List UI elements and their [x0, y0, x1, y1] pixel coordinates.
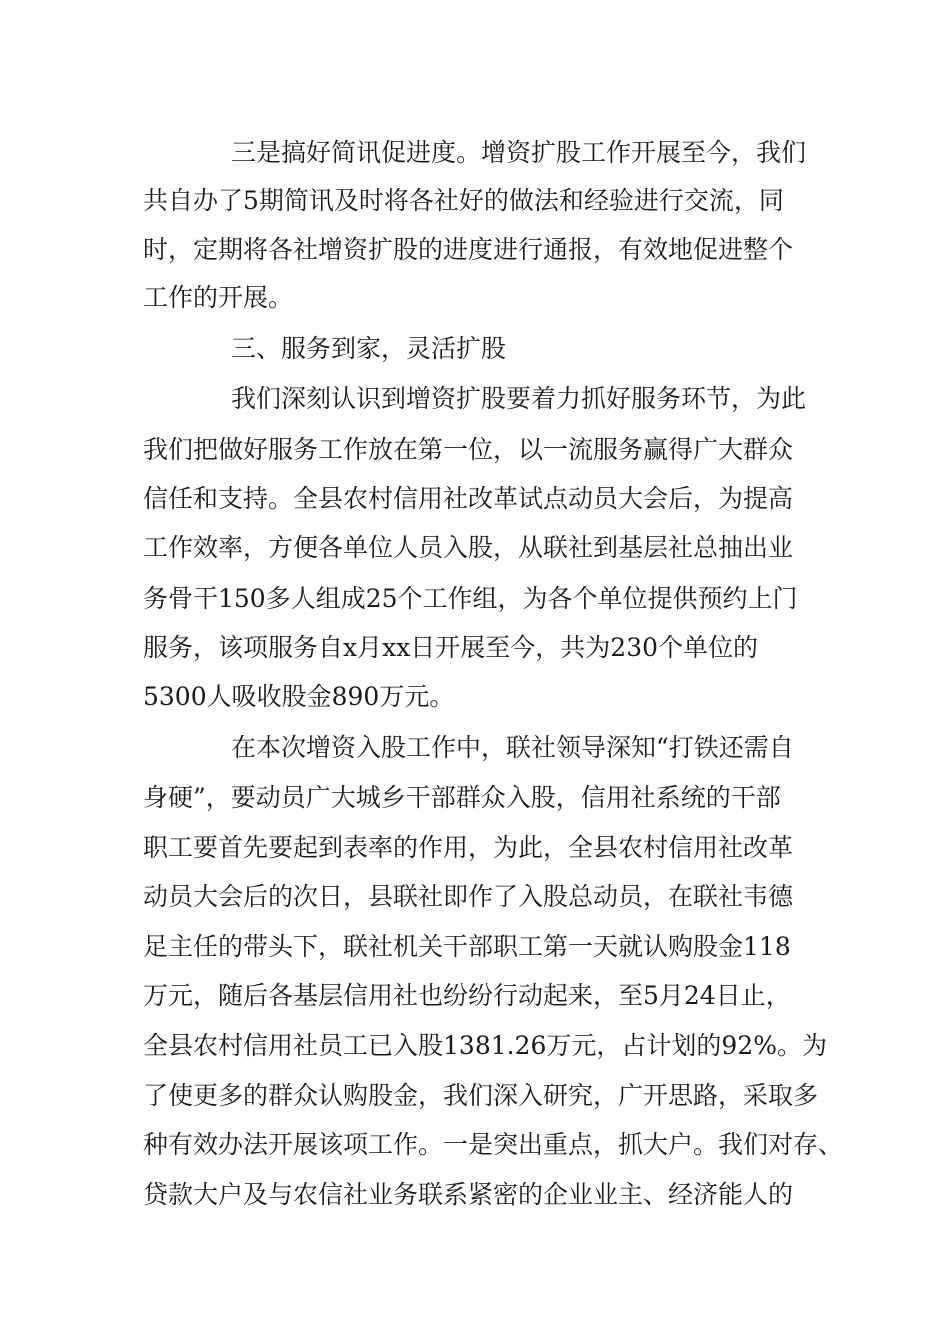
- paragraph-line: 时，定期将各社增资扩股的进度进行通报，有效地促进整个: [143, 235, 794, 264]
- paragraph-line: 我们深刻认识到增资扩股要着力抓好服务环节，为此: [231, 384, 807, 413]
- paragraph-line: 万元，随后各基层信用社也纷纷行动起来，至5月24日止，: [143, 981, 791, 1010]
- paragraph-line: 服务，该项服务自x月xx日开展至今，共为230个单位的: [143, 633, 759, 662]
- section-heading: 三、服务到家，灵活扩股: [231, 334, 507, 363]
- paragraph-line: 种有效办法开展该项工作。一是突出重点，抓大户。我们对存、: [143, 1130, 844, 1159]
- paragraph-line: 工作的开展。: [143, 283, 294, 312]
- paragraph-line: 信任和支持。全县农村信用社改革试点动员大会后，为提高: [143, 484, 794, 513]
- paragraph-line: 工作效率，方便各单位人员入股，从联社到基层社总抽出业: [143, 533, 794, 562]
- paragraph-line: 贷款大户及与农信社业务联系紧密的企业业主、经济能人的: [143, 1180, 794, 1209]
- paragraph-line: 务骨干150多人组成25个工作组，为各个单位提供预约上门: [143, 584, 798, 613]
- paragraph-line: 身硬”，要动员广大城乡干部群众入股，信用社系统的干部: [143, 783, 781, 812]
- paragraph-line: 了使更多的群众认购股金，我们深入研究，广开思路，采取多: [143, 1081, 819, 1110]
- paragraph-line: 动员大会后的次日，县联社即作了入股总动员，在联社韦德: [143, 882, 794, 911]
- paragraph-line: 足主任的带头下，联社机关干部职工第一天就认购股金118: [143, 932, 791, 961]
- paragraph-line: 三是搞好简讯促进度。增资扩股工作开展至今，我们: [231, 138, 807, 167]
- paragraph-line: 职工要首先要起到表率的作用，为此，全县农村信用社改革: [143, 833, 794, 862]
- paragraph-line: 全县农村信用社员工已入股1381.26万元，占计划的92%。为: [143, 1031, 827, 1060]
- paragraph-line: 共自办了5期简讯及时将各社好的做法和经验进行交流，同: [143, 186, 784, 215]
- paragraph-line: 我们把做好服务工作放在第一位，以一流服务赢得广大群众: [143, 435, 794, 464]
- paragraph-line: 在本次增资入股工作中，联社领导深知“打铁还需自: [231, 733, 794, 762]
- paragraph-line: 5300人吸收股金890万元。: [143, 682, 455, 711]
